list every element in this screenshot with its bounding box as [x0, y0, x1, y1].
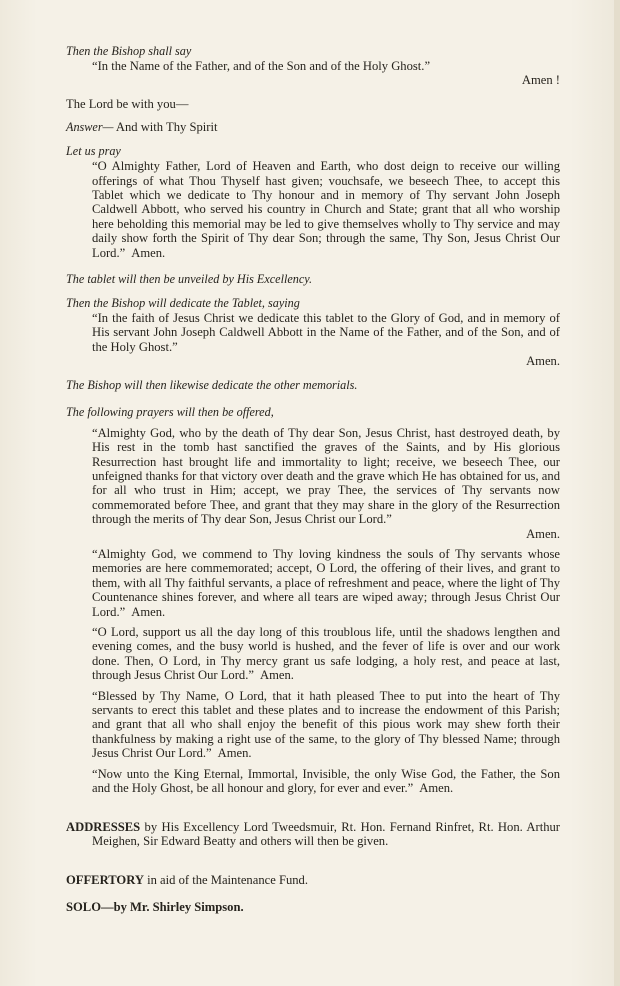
prayer-dedication: [92, 159, 560, 260]
page-edge: [614, 0, 620, 986]
amen-doxology: Amen.: [419, 781, 454, 796]
solo-line: SOLO—by Mr. Shirley Simpson.: [66, 899, 244, 914]
prayer-blessed-text: “Blessed by Thy Name, O Lord, that it hath pleased Thee to put into the heart of Thy servants to erect this tablet and these plates and to increase the endowment of this Parish; and grant that all who shall enjoy the benefit of this pious work may shew forth their thankfulness by making a right use of the same, to the glory of Thy blessed Name; through Jesus Christ Our Lord.”: [92, 688, 560, 761]
answer-text: And with Thy Spirit: [115, 120, 218, 135]
amen-resurrection: Amen.: [526, 526, 560, 541]
doxology: [92, 767, 560, 796]
prayer-support: [92, 625, 560, 683]
rubric-dedicate-tablet: Then the Bishop will dedicate the Tablet, saying: [66, 296, 300, 311]
addresses-line: [66, 820, 560, 849]
amen-dedication: Amen.: [131, 245, 166, 260]
rubric-let-us-pray: Let us pray: [66, 144, 121, 159]
rubric-unveiled: The tablet will then be unveiled by His Excellency.: [66, 272, 313, 287]
addresses-label: ADDRESSES: [66, 820, 141, 835]
prayer-dedication-text: “O Almighty Father, Lord of Heaven and Earth, who dost deign to receive our willing offerings of what Thou Thyself hast given; vouchsafe, we beseech Thee, to accept this Tablet which we dedicate to Thy honour and in memory of Thy servant John Joseph Caldwell Abbott, who served his country in Church and State; grant that all who worship here beholding this memorial may be led to give themselves wholly to Thy service and may daily show forth the Spirit of Thy dear Son; through the same, Thy Son, Jesus Christ Our Lord.”: [92, 159, 560, 260]
invocation-text: “In the Name of the Father, and of the Son and of the Holy Ghost.”: [92, 59, 431, 73]
rubric-bishop-say: Then the Bishop shall say: [66, 44, 192, 58]
prayer-blessed: [92, 689, 560, 761]
answer-label: Answer—: [66, 120, 114, 135]
amen-invocation: Amen !: [521, 73, 560, 88]
response-line: [66, 120, 560, 135]
offertory-line: [66, 873, 560, 887]
amen-commend: Amen.: [131, 604, 166, 619]
offertory-text: in aid of the Maintenance Fund.: [147, 873, 308, 888]
rubric-prayers-offered: The following prayers will then be offered,: [66, 404, 274, 419]
amen-formula: Amen.: [526, 354, 560, 369]
addresses-text: by His Excellency Lord Tweedsmuir, Rt. Hon. Fernand Rinfret, Rt. Hon. Arthur Meighen, Sir Edward Beatty and others will then be given.: [92, 820, 560, 849]
prayer-commend-text: “Almighty God, we commend to Thy loving kindness the souls of Thy servants whose memories are here commemorated; accept, O Lord, the offering of their lives, and grant to them, with all Thy faithful servants, a place of refreshment and peace, where the light of Thy Countenance shines forever, and where all tears are wiped away; through Jesus Christ Our Lord.”: [92, 546, 560, 619]
versicle: The Lord be with you—: [66, 96, 189, 111]
amen-support: Amen.: [259, 668, 294, 683]
prayer-resurrection: “Almighty God, who by the death of Thy dear Son, Jesus Christ, hast destroyed death, by His rest in the tomb hast sanctified the graves of the Saints, and by His glorious Resurrection hast brought life and immortality to light; receive, we beseech Thee, our unfeigned thanks for that victory over death and the grave which He has obtained for us, and for all who trust in Him; accept, we pray Thee, the services of Thy servants now commemorated before Thee, and grant that they may share in the glory of the Resurrection through the merits of Thy dear Son, Jesus Christ our Lord.”: [92, 425, 560, 527]
dedication-formula: “In the faith of Jesus Christ we dedicate this tablet to the Glory of God, and in memory of His servant John Joseph Caldwell Abbott in the Name of the Father, and of the Son, and of the Holy Ghost.”: [92, 311, 560, 354]
amen-blessed: Amen.: [217, 746, 252, 761]
offertory-label: OFFERTORY: [66, 873, 144, 888]
prayer-support-text: “O Lord, support us all the day long of this troublous life, until the shadows lengthen and evening comes, and the busy world is hushed, and the fever of life is over and our work done. Then, O Lord, in Thy mercy grant us safe lodging, a holy rest, and peace at last, through Jesus Christ Our Lord.”: [92, 624, 560, 683]
doxology-text: “Now unto the King Eternal, Immortal, Invisible, the only Wise God, the Father, the Son and the Holy Ghost, be all honour and glory, for ever and ever.”: [92, 766, 560, 796]
rubric-other-memorials: The Bishop will then likewise dedicate the other memorials.: [66, 377, 358, 392]
prayer-commend: [92, 547, 560, 619]
